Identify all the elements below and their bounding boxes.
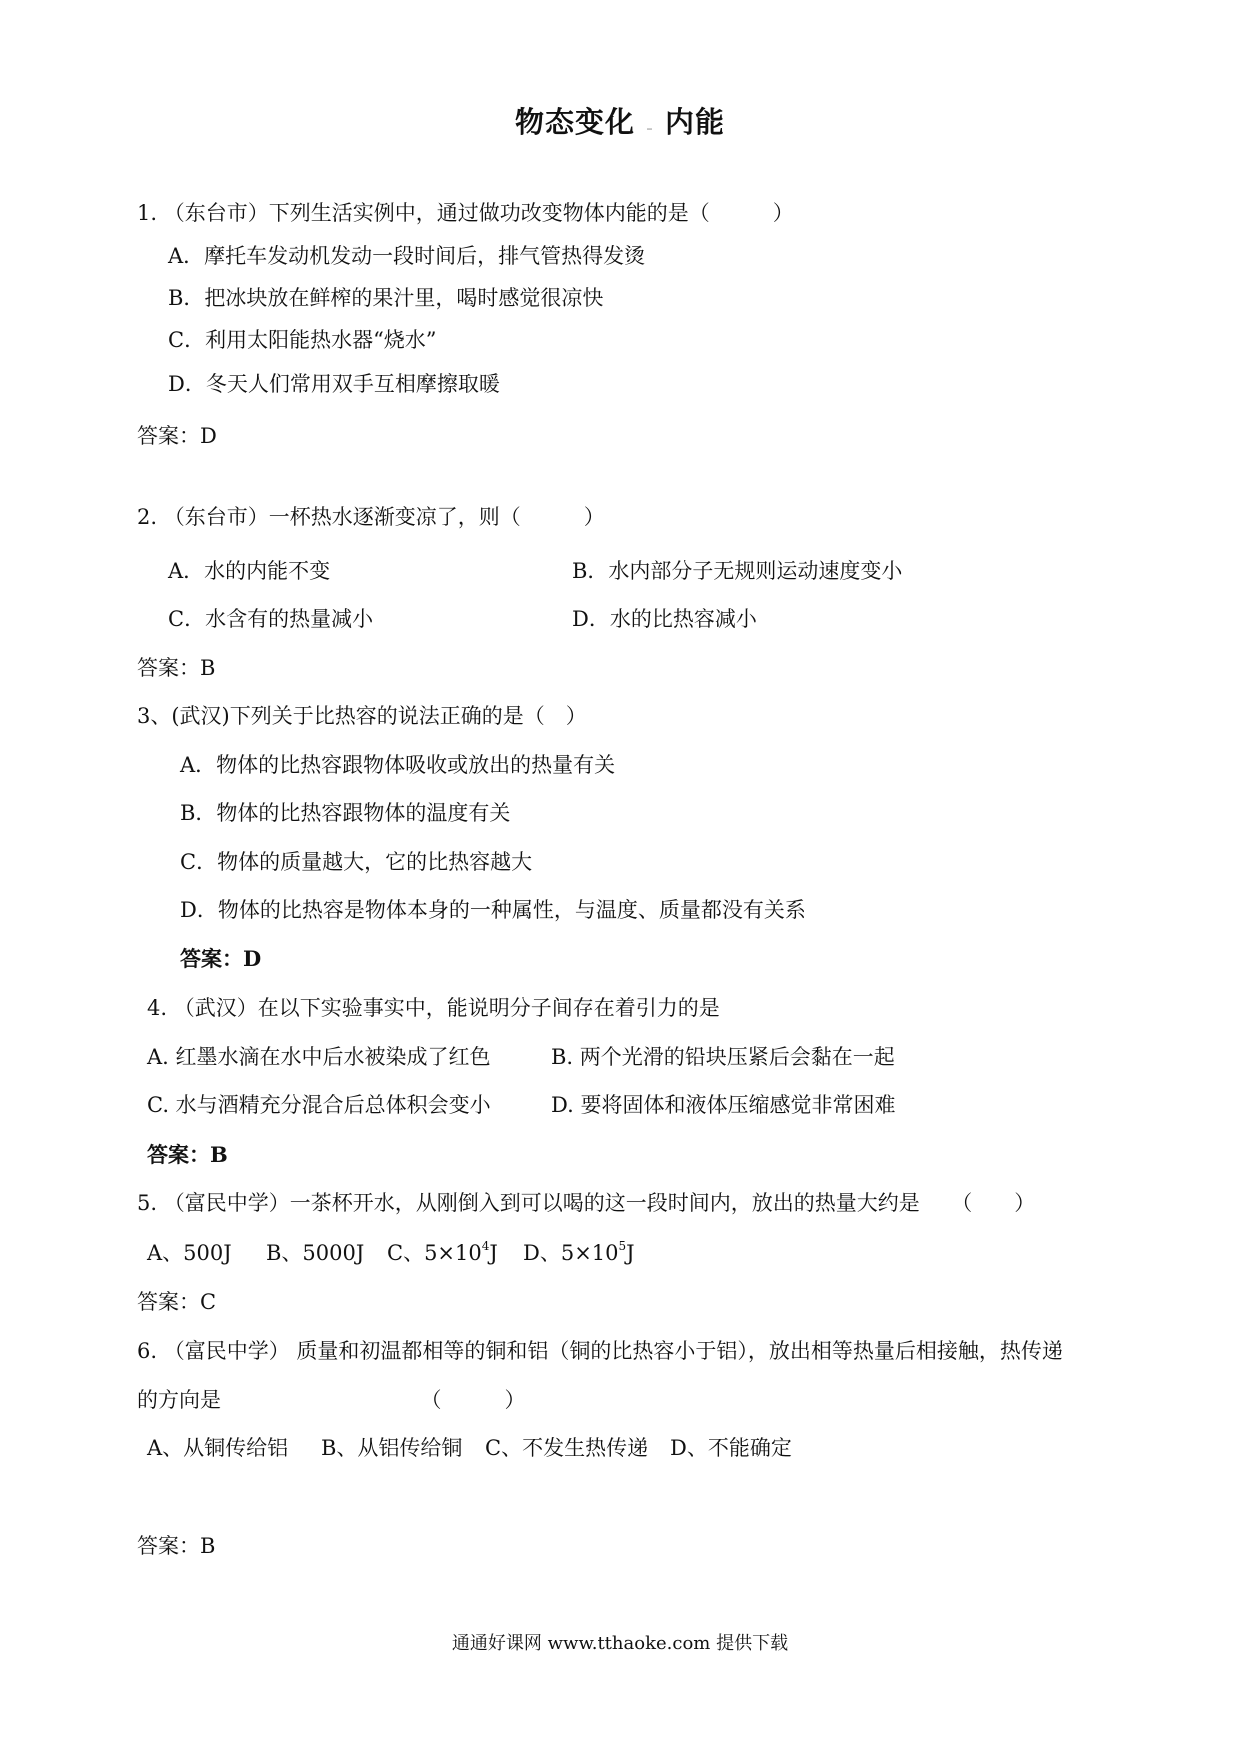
question-5-answer: 答案：C — [137, 1290, 217, 1314]
question-5-option-d-exponent: 5 — [618, 1239, 627, 1253]
question-6-option-b: B、从铝传给铜 — [321, 1436, 463, 1460]
question-3-option-c: C．物体的质量越大，它的比热容越大 — [180, 850, 533, 874]
title-separator: _ — [647, 118, 653, 130]
title-part-1: 物态变化 — [514, 105, 635, 139]
question-6-answer: 答案：B — [137, 1534, 216, 1558]
question-3-option-a: A．物体的比热容跟物体吸收或放出的热量有关 — [180, 753, 616, 777]
question-4-answer: 答案：B — [147, 1142, 228, 1167]
question-2-option-d: D．水的比热容减小 — [572, 607, 757, 631]
question-6-option-d: D、不能确定 — [670, 1436, 792, 1460]
question-3-stem: 3、(武汉)下列关于比热容的说法正确的是（ ） — [137, 704, 587, 728]
question-6-option-c: C、不发生热传递 — [485, 1436, 649, 1460]
question-6-stem-line-2: 的方向是 （ ） — [137, 1388, 526, 1412]
question-2-option-c: C．水含有的热量减小 — [168, 607, 374, 631]
question-3-option-d: D．物体的比热容是物体本身的一种属性，与温度、质量都没有关系 — [180, 898, 806, 922]
question-5-stem: 5. （富民中学）一茶杯开水，从刚倒入到可以喝的这一段时间内，放出的热量大约是 （ ） — [137, 1191, 1036, 1215]
question-5-option-c — [387, 1240, 498, 1266]
question-4-option-c: C. 水与酒精充分混合后总体积会变小 — [147, 1093, 491, 1117]
question-1-option-c: C．利用太阳能热水器“烧水” — [168, 328, 437, 352]
footer-source: 通通好课网 www.tthaoke.com 提供下载 — [451, 1633, 789, 1654]
question-1-option-d: D．冬天人们常用双手互相摩擦取暖 — [168, 372, 500, 396]
question-4-option-b: B. 两个光滑的铅块压紧后会黏在一起 — [551, 1045, 895, 1069]
question-5-option-c-base: C、5×10 — [387, 1241, 482, 1265]
question-5-option-d — [523, 1240, 635, 1266]
question-3-answer: 答案：D — [180, 946, 262, 971]
question-6-option-a: A、从铜传给铝 — [147, 1436, 289, 1460]
question-3-option-b: B．物体的比热容跟物体的温度有关 — [180, 801, 511, 825]
question-2-option-b: B．水内部分子无规则运动速度变小 — [572, 559, 903, 583]
question-5-option-d-base: D、5×10 — [523, 1241, 619, 1265]
question-5-option-a: A、500J — [147, 1241, 232, 1265]
question-1-stem: 1. （东台市）下列生活实例中，通过做功改变物体内能的是（ ） — [137, 201, 794, 225]
question-5-option-d-unit: J — [626, 1241, 635, 1265]
question-1-answer: 答案：D — [137, 424, 217, 448]
question-1-option-a: A．摩托车发动机发动一段时间后，排气管热得发烫 — [168, 244, 646, 268]
question-1-option-b: B．把冰块放在鲜榨的果汁里，喝时感觉很凉快 — [168, 286, 604, 310]
question-2-option-a: A．水的内能不变 — [168, 559, 331, 583]
question-5-option-c-unit: J — [489, 1241, 498, 1265]
question-4-option-a: A. 红墨水滴在水中后水被染成了红色 — [147, 1045, 491, 1069]
question-4-stem: 4. （武汉）在以下实验事实中，能说明分子间存在着引力的是 — [147, 996, 720, 1020]
question-6-stem-line-1: 6. （富民中学） 质量和初温都相等的铜和铝（铜的比热容小于铝），放出相等热量后相接触，热传递 — [137, 1339, 1063, 1363]
page-title — [0, 100, 1240, 141]
title-part-2: 内能 — [665, 105, 726, 139]
question-5-option-b: B、5000J — [266, 1241, 365, 1265]
question-5-option-c-exponent: 4 — [481, 1239, 490, 1253]
question-4-option-d: D. 要将固体和液体压缩感觉非常困难 — [551, 1093, 896, 1117]
question-2-answer: 答案：B — [137, 656, 216, 680]
question-2-stem: 2. （东台市）一杯热水逐渐变凉了，则（ ） — [137, 505, 605, 529]
